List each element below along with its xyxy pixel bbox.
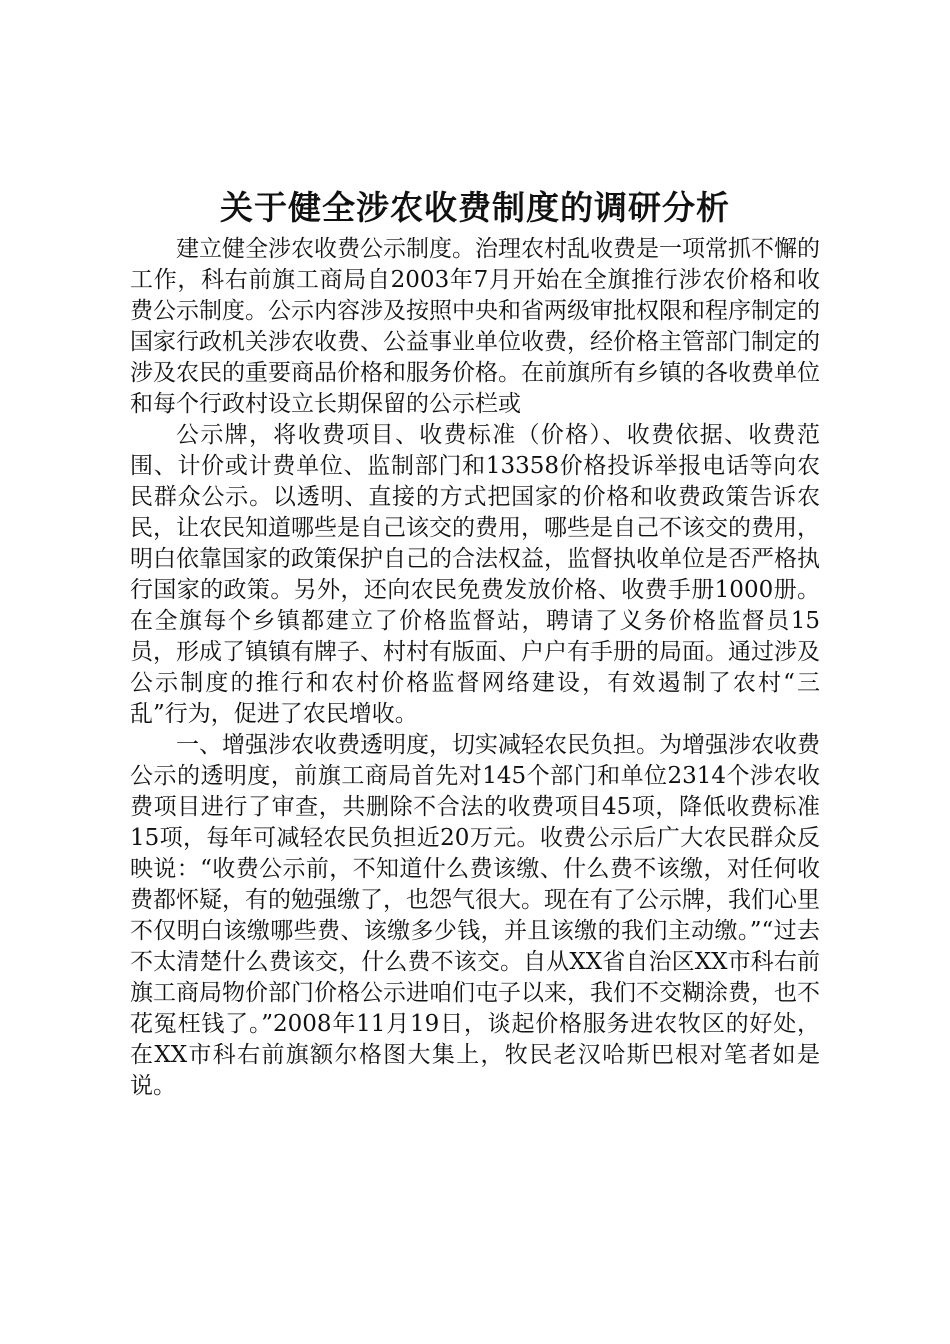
paragraph-2: 公示牌，将收费项目、收费标准（价格）、收费依据、收费范围、计价或计费单位、监制部门和13358价格投诉举报电话等向农民群众公示。以透明、直接的方式把国家的价格和收费政策告诉农民，让农民知道哪些是自己该交的费用，哪些是自己不该交的费用，明白依靠国家的政策保护自己的合法权益，监督执收单位是否严格执行国家的政策。另外，还向农民免费发放价格、收费手册1000册。在全旗每个乡镇都建立了价格监督站，聘请了义务价格监督员15员，形成了镇镇有牌子、村村有版面、户户有手册的局面。通过涉及公示制度的推行和农村价格监督网络建设，有效遏制了农村“三乱”行为，促进了农民增收。	[130, 422, 820, 727]
paragraph-3: 一、增强涉农收费透明度，切实减轻农民负担。为增强涉农收费公示的透明度，前旗工商局首先对145个部门和单位2314个涉农收费项目进行了审查，共删除不合法的收费项目45项，降低收费标准15项，每年可减轻农民负担近20万元。收费公示后广大农民群众反映说：“收费公示前，不知道什么费该缴、什么费不该缴，对任何收费都怀疑，有的勉强缴了，也怨气很大。现在有了公示牌，我们心里不仅明白该缴哪些费、该缴多少钱，并且该缴的我们主动缴。”“过去不太清楚什么费该交，什么费不该交。自从XX省自治区XX市科右前旗工商局物价部门价格公示进咱们屯子以来，我们不交糊涂费，也不花冤枉钱了。”2008年11月19日，谈起价格服务进农牧区的好处，在XX市科右前旗额尔格图大集上，牧民老汉哈斯巴根对笔者如是说。	[130, 732, 820, 1099]
document-body	[130, 234, 820, 1102]
document-title: 关于健全涉农收费制度的调研分析	[220, 188, 730, 227]
paragraph-1: 建立健全涉农收费公示制度。治理农村乱收费是一项常抓不懈的工作，科右前旗工商局自2003年7月开始在全旗推行涉农价格和收费公示制度。公示内容涉及按照中央和省两级审批权限和程序制定的国家行政机关涉农收费、公益事业单位收费，经价格主管部门制定的涉及农民的重要商品价格和服务价格。在前旗所有乡镇的各收费单位和每个行政村设立长期保留的公示栏或	[130, 236, 820, 417]
